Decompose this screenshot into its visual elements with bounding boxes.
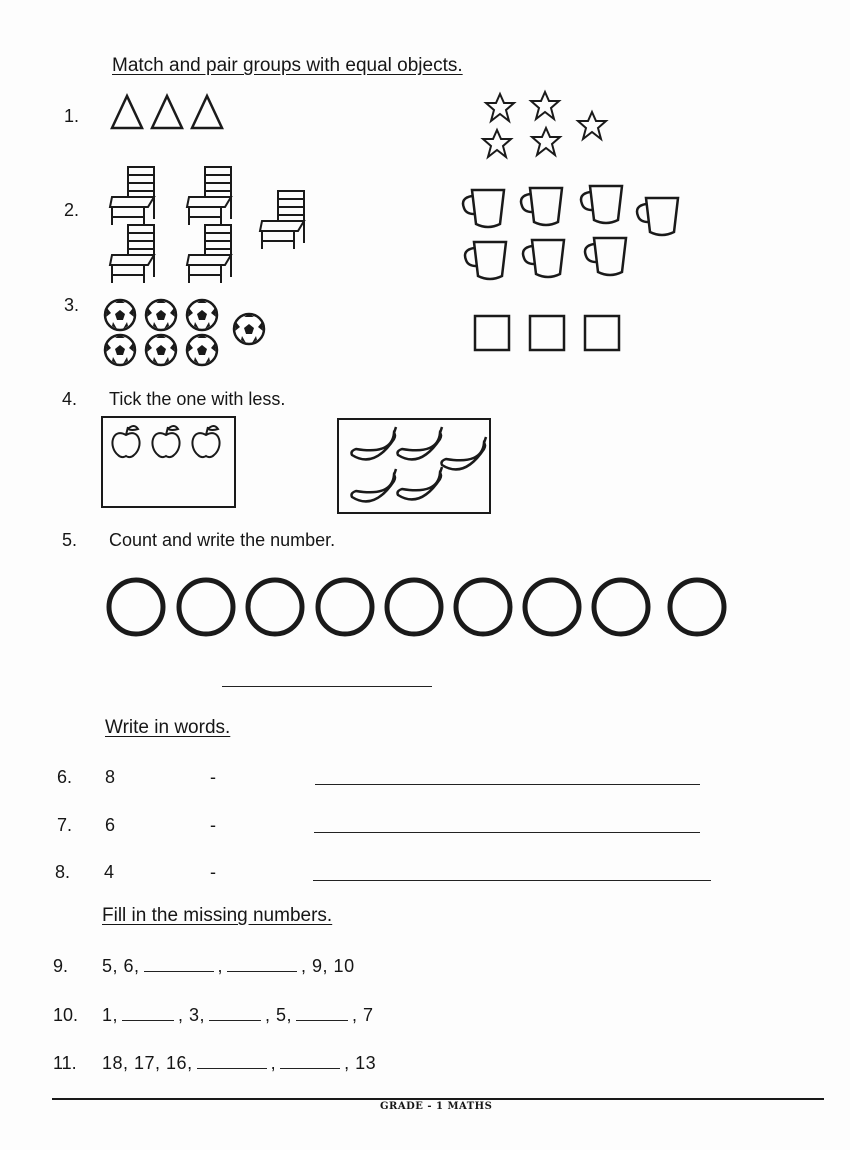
blank-field[interactable] [296,1006,348,1021]
circle-icon [179,580,233,634]
question-number-8: 8. [55,862,71,882]
circle-row [105,576,735,638]
cup-icon [523,240,564,277]
sequence-text: , 5, [265,1005,293,1025]
question-number-11: 11. [53,1053,77,1073]
triangle-group [110,92,230,132]
sequence-10 [102,1005,374,1026]
sequence-11 [102,1053,376,1074]
football-icon [234,314,264,344]
cup-icon [463,190,504,227]
football-icon [146,335,176,365]
question-number-3: 3. [64,295,80,315]
football-icon [187,335,217,365]
question-number-6: 6. [57,767,73,787]
page-title: Match and pair groups with equal objects. [112,55,463,76]
sequence-text: , 9, 10 [301,956,355,976]
dash: - [210,862,216,882]
cup-icon [637,198,678,235]
chair-icon [110,225,154,283]
square-icon [585,316,619,350]
circle-icon [594,580,648,634]
chair-group [105,163,315,288]
answer-line-words-7[interactable] [314,832,700,833]
number-value: 8 [105,767,116,787]
instruction-tick-less: Tick the one with less. [109,389,286,409]
sequence-text: , 7 [352,1005,374,1025]
blank-field[interactable] [209,1006,261,1021]
banana-box[interactable] [336,417,496,517]
sequence-text: 1, [102,1005,119,1025]
football-icon [105,300,135,330]
circle-icon [248,580,302,634]
triangle-icon [152,96,182,128]
cup-icon [585,238,626,275]
sequence-text: , [217,956,224,976]
circle-icon [387,580,441,634]
answer-line-words-6[interactable] [315,784,700,785]
answer-line-words-8[interactable] [313,880,711,881]
sequence-text: , 13 [344,1053,377,1073]
apple-icon [152,426,179,457]
apple-icon [112,426,139,457]
dash: - [210,767,216,787]
chair-icon [110,167,154,225]
instruction-count: Count and write the number. [109,530,336,550]
question-number-9: 9. [53,956,69,976]
sequence-text: , 3, [178,1005,206,1025]
apple-box[interactable] [100,415,240,510]
square-group [472,313,632,355]
star-icon [531,92,559,119]
banana-icon [398,427,443,459]
star-icon [486,94,514,121]
question-number-10: 10. [53,1005,79,1025]
question-number-5: 5. [62,530,78,550]
footer-label: GRADE - 1 MATHS [380,1101,493,1112]
chair-icon [260,191,304,249]
chair-icon [187,167,231,225]
blank-field[interactable] [280,1054,340,1069]
circle-icon [456,580,510,634]
circle-icon [670,580,724,634]
football-icon [105,335,135,365]
number-value: 6 [105,815,116,835]
banana-icon [442,437,487,469]
cup-icon [581,186,622,223]
question-number-1: 1. [64,106,80,126]
chair-icon [187,225,231,283]
banana-icon [352,469,397,501]
dash: - [210,815,216,835]
blank-field[interactable] [227,957,297,972]
square-icon [530,316,564,350]
question-number-4: 4. [62,389,78,409]
cup-icon [521,188,562,225]
banana-icon [398,467,443,499]
sequence-text: 5, 6, [102,956,140,976]
square-icon [475,316,509,350]
star-icon [483,130,511,157]
question-number-2: 2. [64,200,80,220]
football-icon [146,300,176,330]
section-heading-words: Write in words. [105,717,231,738]
answer-line-count[interactable] [222,686,432,687]
star-icon [532,128,560,155]
sequence-text: 18, 17, 16, [102,1053,193,1073]
circle-icon [525,580,579,634]
banana-icon [352,427,397,459]
cup-icon [465,242,506,279]
cup-group [458,180,688,285]
star-group [470,92,620,172]
circle-icon [318,580,372,634]
circle-icon [109,580,163,634]
star-icon [578,112,606,139]
sequence-9 [102,956,355,977]
football-group [102,298,272,370]
triangle-icon [112,96,142,128]
football-icon [187,300,217,330]
apple-icon [192,426,219,457]
triangle-icon [192,96,222,128]
number-value: 4 [104,862,115,882]
question-number-7: 7. [57,815,73,835]
footer-rule [52,1098,824,1100]
blank-field[interactable] [122,1006,174,1021]
sequence-text: , [270,1053,277,1073]
section-heading-fill: Fill in the missing numbers. [102,905,333,926]
blank-field[interactable] [144,957,214,972]
blank-field[interactable] [197,1054,267,1069]
